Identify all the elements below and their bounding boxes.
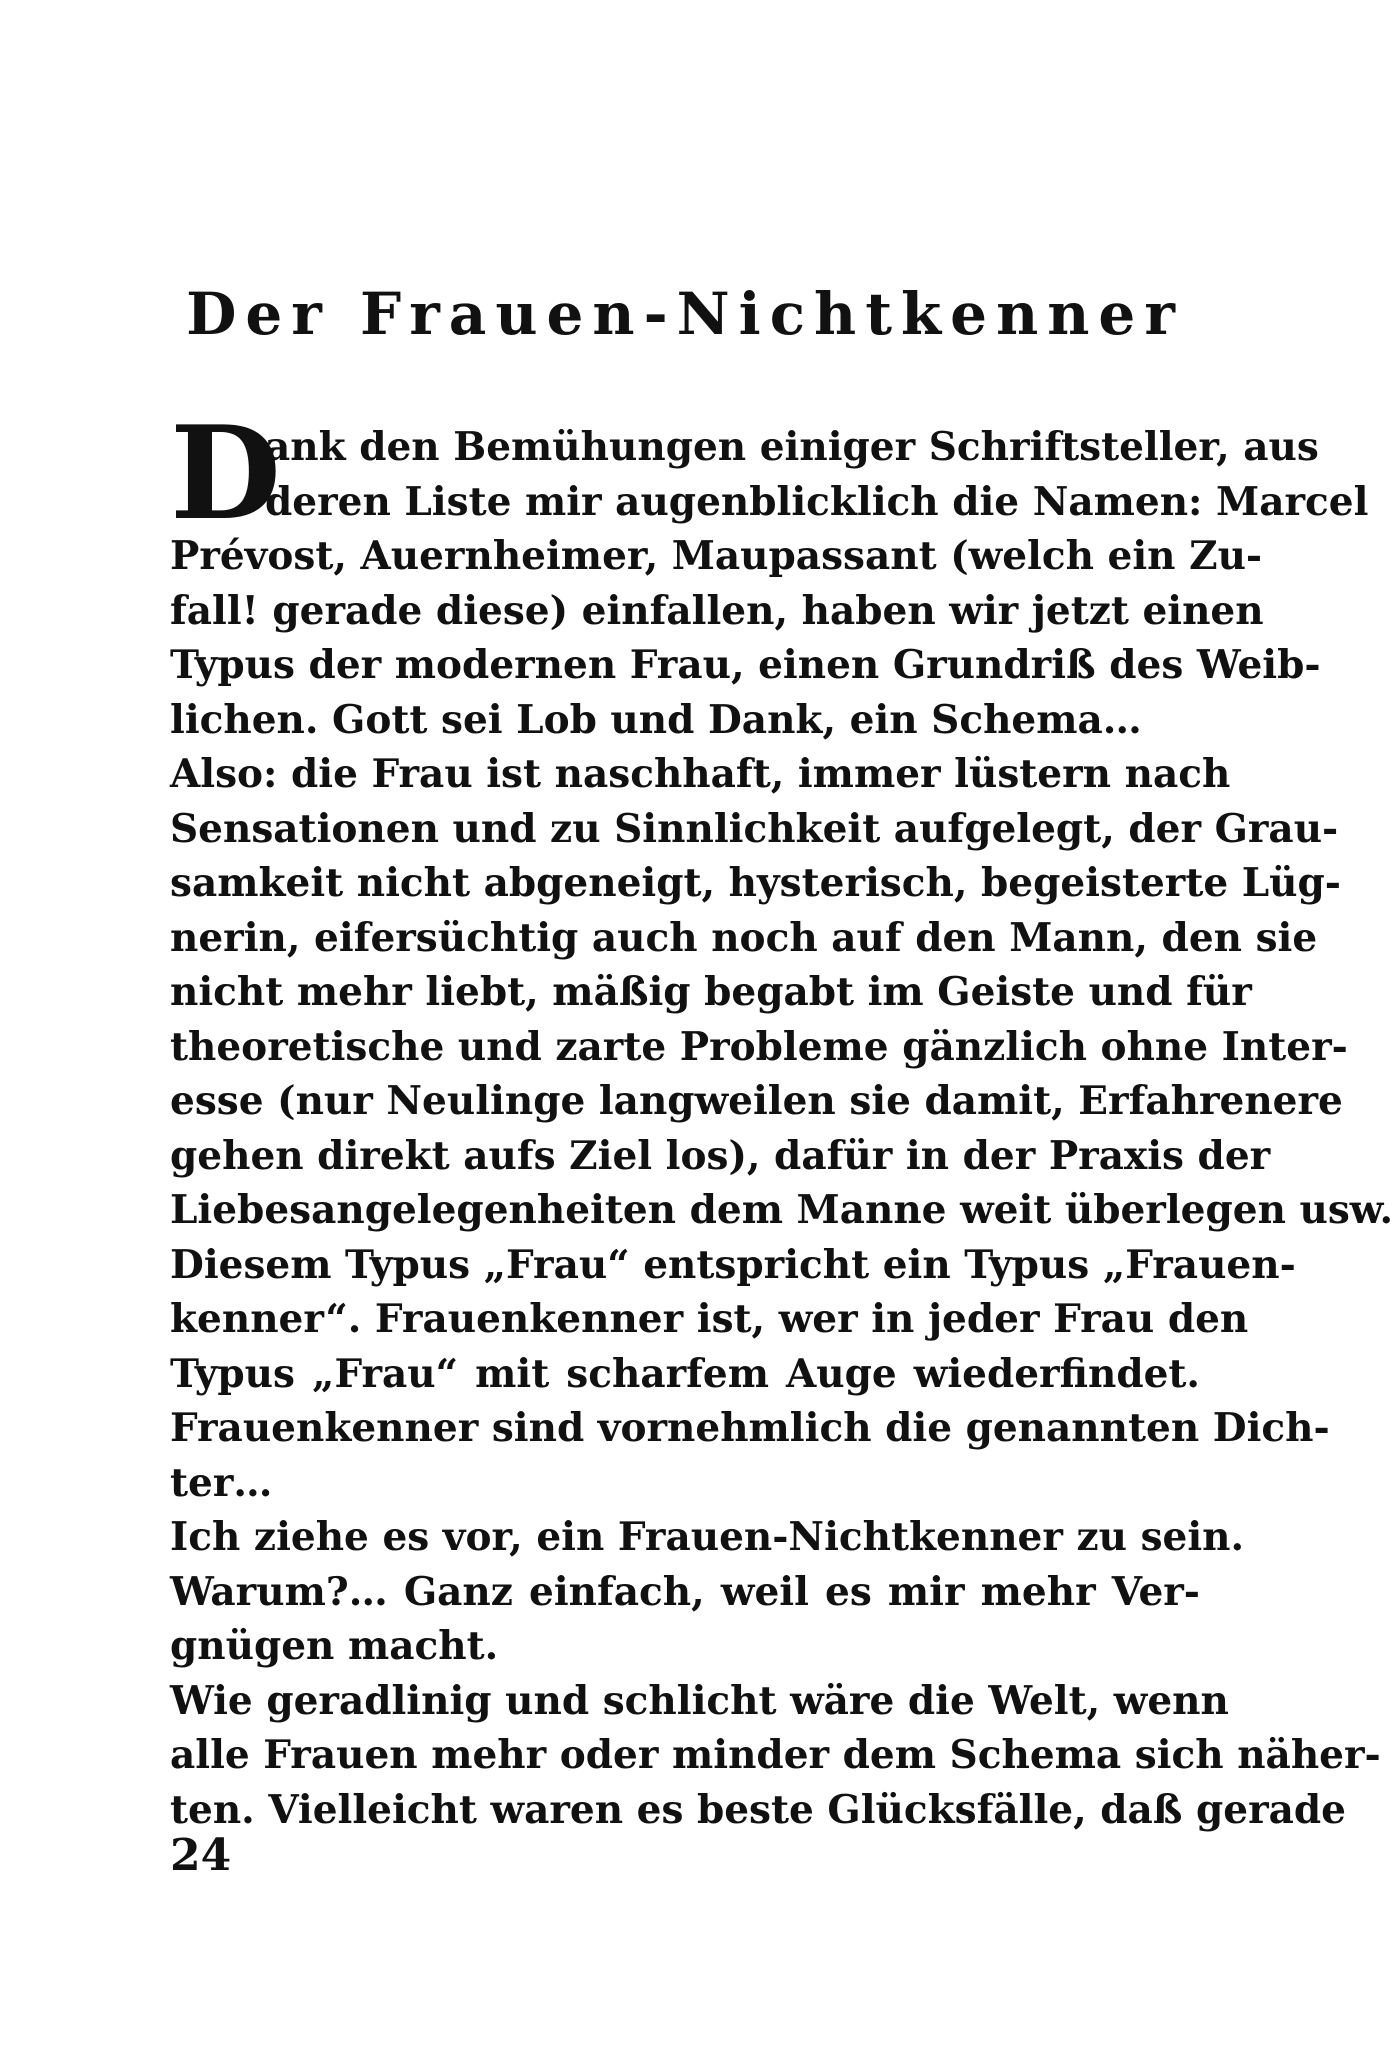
text-line: fall! gerade diese) einfallen, haben wir jetzt einen <box>170 587 1264 634</box>
text-line: esse (nur Neulinge langweilen sie damit, Erfahrenere <box>170 1078 1343 1124</box>
text-line: Prévost, Auernheimer, Maupassant (welch ein Zu- <box>170 533 1263 579</box>
text-line: ank den Bemühungen einiger Schriftsteller, aus <box>265 424 1319 470</box>
text-line: Sensationen und zu Sinnlichkeit aufgelegt, der Grau- <box>170 805 1339 852</box>
text-line: nerin, eifersüchtig auch noch auf den Mann, den sie <box>170 914 1318 961</box>
drop-cap: D <box>170 399 281 549</box>
text-line: Wie geradlinig und schlicht wäre die Welt, wenn <box>170 1677 1229 1724</box>
text-line: deren Liste mir augenblicklich die Namen: Marcel <box>265 478 1369 525</box>
text-line: Also: die Frau ist naschhaft, immer lüstern nach <box>170 751 1231 797</box>
body-text <box>170 399 1393 1837</box>
text-line: kenner“. Frauenkenner ist, wer in jeder Frau den <box>170 1296 1249 1342</box>
page-number: 24 <box>170 1830 232 1881</box>
text-line: ter… <box>170 1459 273 1506</box>
text-line: Typus „Frau“ mit scharfem Auge wiederfindet. <box>170 1350 1200 1397</box>
text-line: gnügen macht. <box>170 1623 499 1669</box>
text-line: Frauenkenner sind vornehmlich die genannten Dich- <box>170 1405 1330 1451</box>
text-line: samkeit nicht abgeneigt, hysterisch, begeisterte Lüg- <box>170 860 1341 906</box>
text-line: theoretische und zarte Probleme gänzlich ohne Inter- <box>170 1023 1348 1070</box>
text-line: alle Frauen mehr oder minder dem Schema sich näher- <box>170 1732 1381 1778</box>
text-line: nicht mehr liebt, mäßig begabt im Geiste und für <box>170 969 1252 1015</box>
text-line: Liebesangelegenheiten dem Manne weit überlegen usw. <box>170 1187 1393 1233</box>
text-line: Typus der modernen Frau, einen Grundriß des Weib- <box>170 642 1321 688</box>
text-line: Ich ziehe es vor, ein Frauen-Nichtkenner zu sein. <box>170 1514 1245 1560</box>
chapter-title: Der Frauen-Nichtkenner <box>186 280 1184 348</box>
text-line: Diesem Typus „Frau“ entspricht ein Typus „Frauen- <box>170 1241 1296 1288</box>
text-line: gehen direkt aufs Ziel los), dafür in der Praxis der <box>170 1132 1271 1179</box>
text-line: Warum?… Ganz einfach, weil es mir mehr Ver- <box>170 1568 1200 1615</box>
text-line: lichen. Gott sei Lob und Dank, ein Schema… <box>170 696 1142 743</box>
text-line: ten. Vielleicht waren es beste Glücksfälle, daß gerade <box>170 1786 1346 1833</box>
